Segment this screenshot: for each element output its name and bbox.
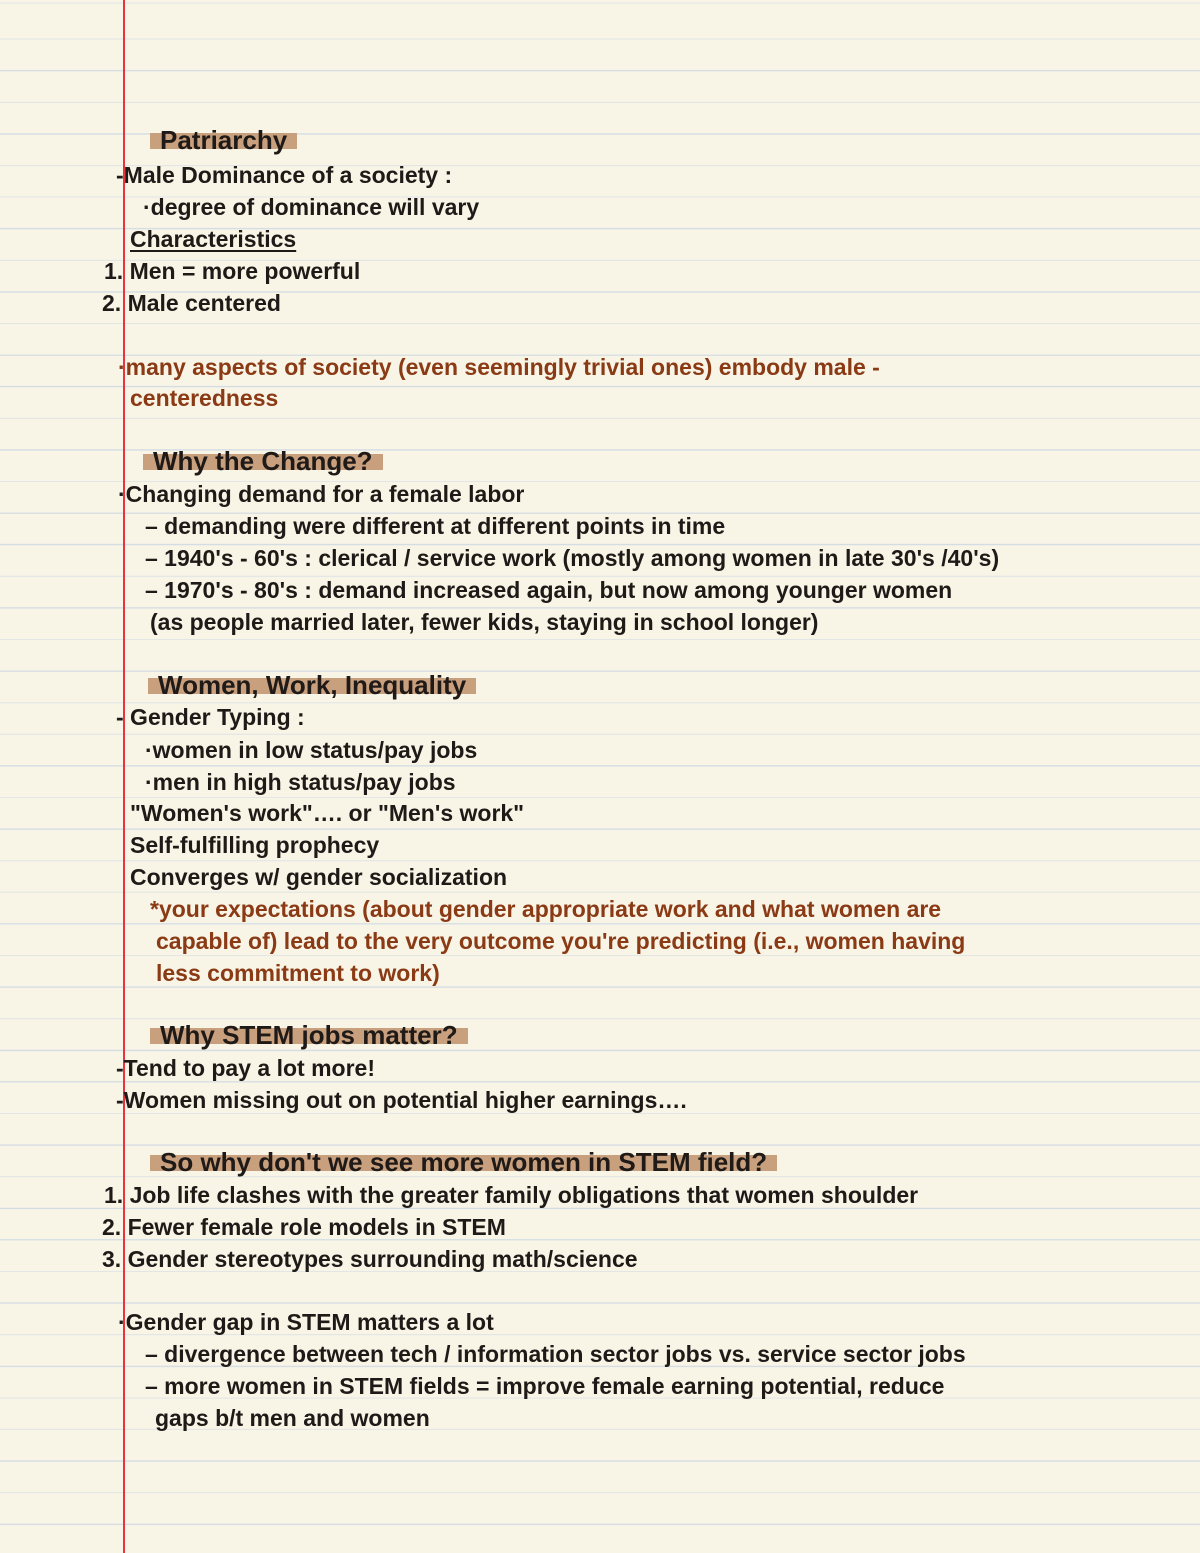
note-line: "Women's work"…. or "Men's work" [130,800,525,826]
note-line: – more women in STEM fields = improve female earning potential, reduce [145,1373,945,1399]
note-line: ·Gender gap in STEM matters a lot [118,1309,494,1335]
note-line: ·men in high status/pay jobs [145,769,456,795]
note-line: centeredness [130,385,279,411]
heading-patriarchy: Patriarchy [150,125,297,155]
note-line: gaps b/t men and women [155,1405,430,1431]
note-line: Converges w/ gender socialization [130,864,508,890]
list-item: 2. Fewer female role models in STEM [102,1214,506,1240]
note-line: – divergence between tech / information sector jobs vs. service sector jobs [145,1341,966,1367]
note-line: -Women missing out on potential higher earnings…. [116,1087,687,1113]
note-line: Self-fulfilling prophecy [130,832,380,858]
note-line: *your expectations (about gender appropriate work and what women are [150,896,942,922]
note-line: (as people married later, fewer kids, staying in school longer) [150,609,819,635]
note-line: – 1970's - 80's : demand increased again, but now among younger women [145,577,953,603]
note-line: less commitment to work) [156,960,440,986]
note-line: ·Changing demand for a female labor [118,481,525,507]
heading-stem-why: So why don't we see more women in STEM field? [150,1147,777,1177]
list-item: 1. Job life clashes with the greater family obligations that women shoulder [104,1182,919,1208]
note-line: ·women in low status/pay jobs [145,737,478,763]
list-item: 3. Gender stereotypes surrounding math/science [102,1246,638,1272]
subheading-characteristics: Characteristics [130,226,297,252]
note-line: ·degree of dominance will vary [143,194,480,220]
list-item: 1. Men = more powerful [104,258,361,284]
note-line: -Tend to pay a lot more! [116,1055,375,1081]
heading-women-work: Women, Work, Inequality [148,670,476,700]
heading-stem-matter: Why STEM jobs matter? [150,1020,468,1050]
note-line: - Gender Typing : [116,704,305,730]
list-item: 2. Male centered [102,290,281,316]
note-line: capable of) lead to the very outcome you're predicting (i.e., women having [156,928,966,954]
note-line: – 1940's - 60's : clerical / service work (mostly among women in late 30's /40's) [145,545,1000,571]
note-line: – demanding were different at different points in time [145,513,726,539]
note-line: -Male Dominance of a society : [116,162,453,188]
heading-why-change: Why the Change? [143,446,383,476]
note-line: ·many aspects of society (even seemingly trivial ones) embody male - [118,354,880,380]
